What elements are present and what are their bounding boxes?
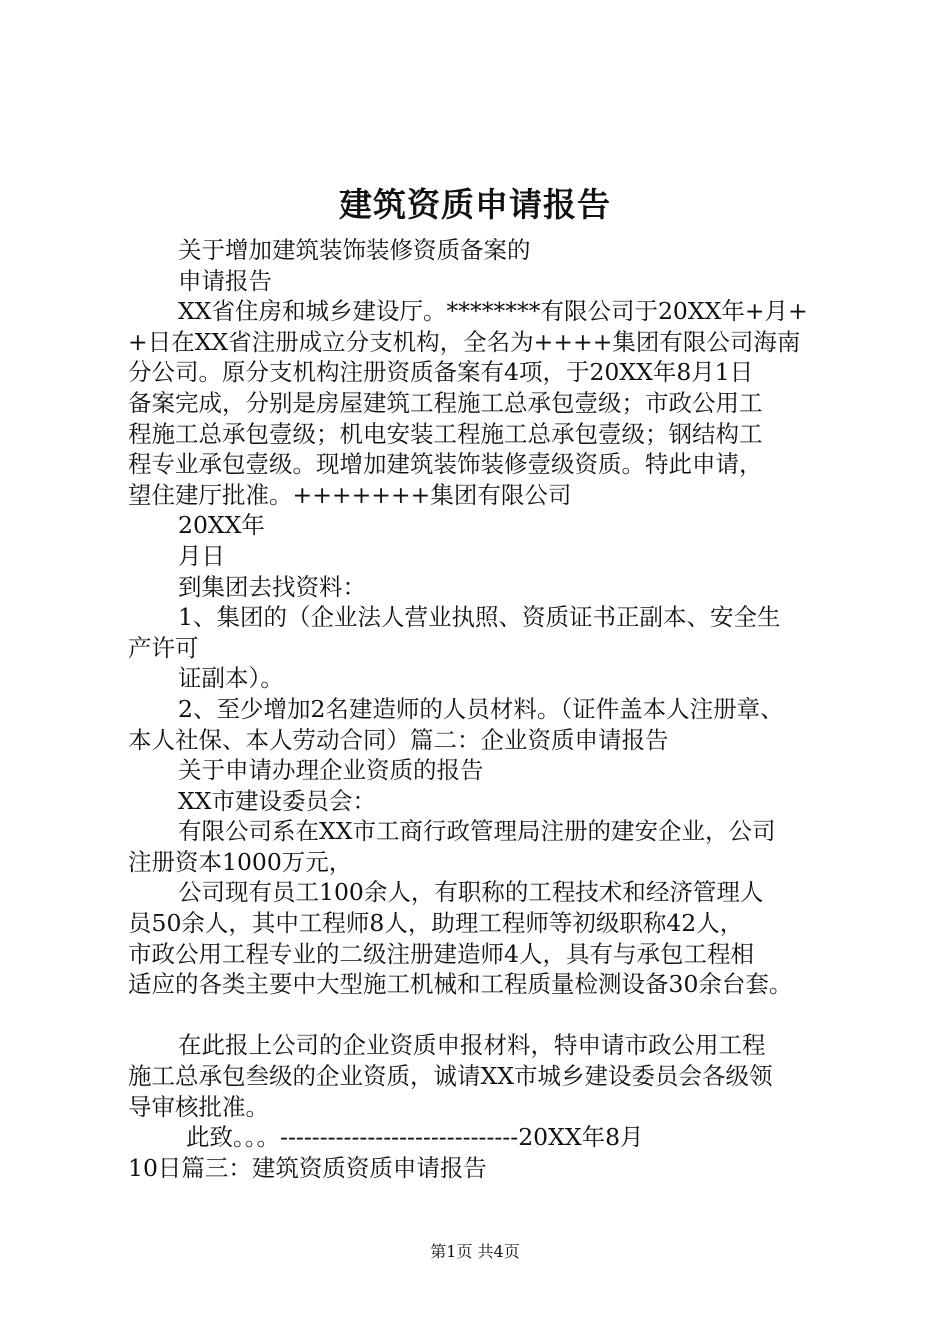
text-line: 产许可	[128, 633, 199, 662]
text-line: 程专业承包壹级。现增加建筑装饰装修壹级资质。特此申请，	[128, 450, 763, 479]
text-line: 到集团去找资料：	[178, 572, 366, 601]
text-line: 1、集团的（企业法人营业执照、资质证书正副本、安全生	[178, 603, 781, 632]
text-line: 证副本）。	[178, 664, 284, 693]
page-footer: 第1页 共4页	[430, 1242, 520, 1261]
text-line: 程施工总承包壹级；机电安装工程施工总承包壹级；钢结构工	[128, 419, 763, 448]
text-line: 分公司。原分支机构注册资质备案有4项，于20XX年8月1日	[128, 358, 754, 387]
document-body	[128, 235, 833, 1183]
page-title: 建筑资质申请报告	[339, 185, 611, 224]
text-line: 施工总承包叁级的企业资质，诚请XX市城乡建设委员会各级领	[128, 1062, 773, 1091]
text-line: 备案完成，分别是房屋建筑工程施工总承包壹级；市政公用工	[128, 388, 763, 417]
text-line: 申请报告	[178, 266, 272, 295]
text-line: XX市建设委员会：	[178, 786, 376, 815]
text-line: 望住建厅批准。+++++++集团有限公司	[128, 480, 572, 509]
text-line: 2、至少增加2名建造师的人员材料。（证件盖本人注册章、	[178, 694, 784, 723]
text-line: 此致。。。------------------------------20XX年8月	[186, 1123, 644, 1152]
text-line: 市政公用工程专业的二级注册建造师4人，具有与承包工程相	[128, 939, 754, 968]
text-line: 20XX年	[178, 511, 265, 540]
text-line: 有限公司系在XX市工商行政管理局注册的建安企业，公司	[178, 817, 776, 846]
text-line: 关于增加建筑装饰装修资质备案的	[178, 236, 531, 264]
text-line: 注册资本1000万元，	[128, 847, 353, 876]
text-line: 导审核批准。	[128, 1092, 269, 1121]
text-line: 关于申请办理企业资质的报告	[178, 756, 484, 785]
text-line: 本人社保、本人劳动合同）篇二：企业资质申请报告	[128, 725, 669, 754]
text-line: 公司现有员工100余人，有职称的工程技术和经济管理人	[178, 878, 764, 907]
text-line: +日在XX省注册成立分支机构，全名为++++集团有限公司海南	[128, 327, 801, 356]
paragraph-gap	[128, 1000, 833, 1031]
text-line: 适应的各类主要中大型施工机械和工程质量检测设备30余台套。	[128, 970, 793, 999]
text-line: 在此报上公司的企业资质申报材料，特申请市政公用工程	[178, 1031, 766, 1060]
text-line: 月日	[178, 541, 225, 570]
text-line: XX省住房和城乡建设厅。********有限公司于20XX年+月+	[178, 297, 808, 326]
text-line: 10日篇三：建筑资质资质申请报告	[128, 1153, 487, 1182]
text-line: 员50余人，其中工程师8人，助理工程师等初级职称42人，	[128, 909, 744, 938]
